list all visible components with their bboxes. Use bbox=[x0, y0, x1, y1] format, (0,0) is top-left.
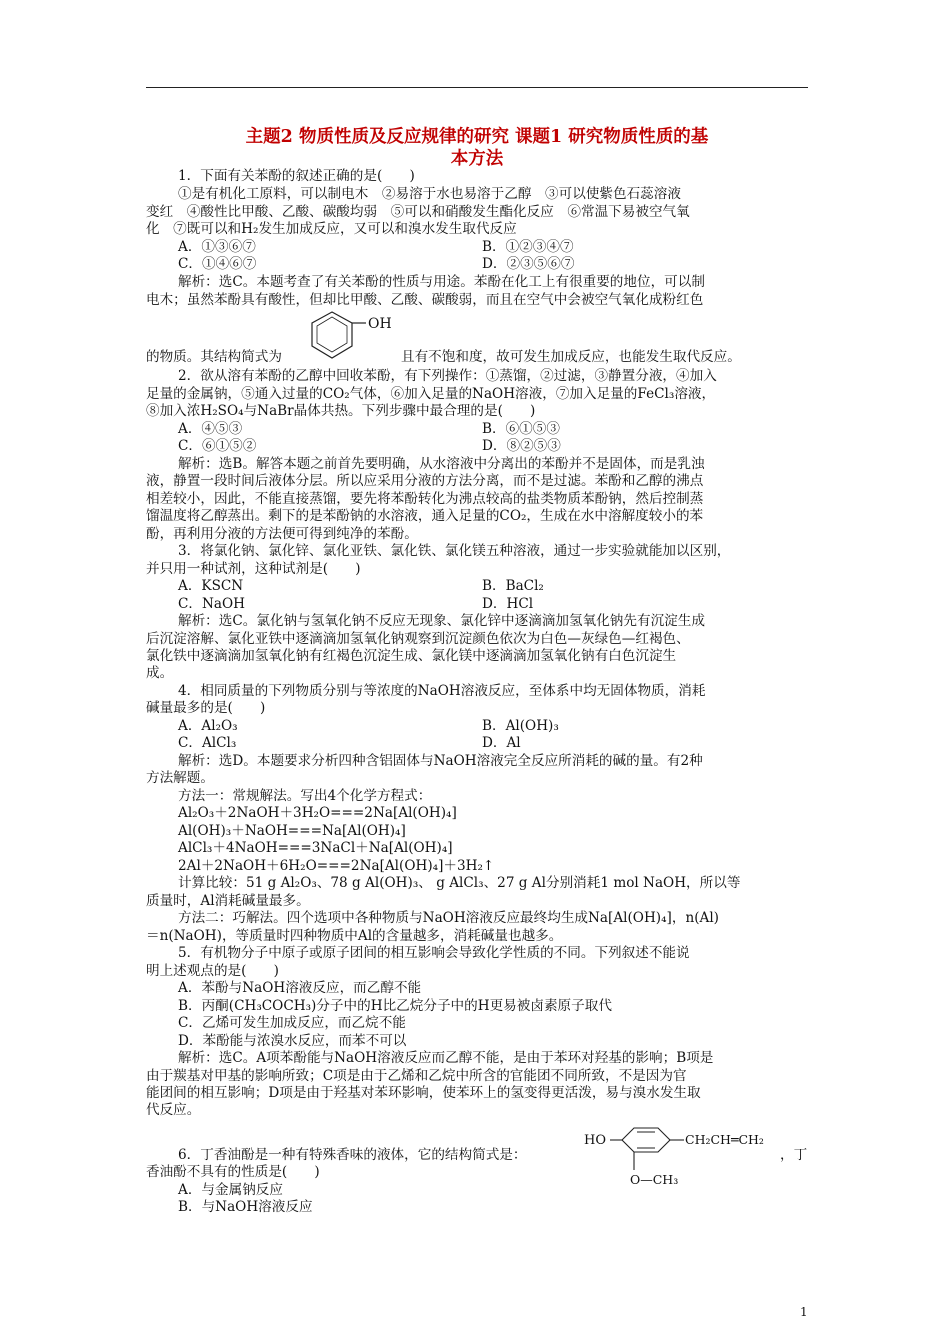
page-title bbox=[146, 126, 808, 170]
option-a: A．④⑤③ bbox=[178, 421, 243, 437]
q4-method-2: ＝n(NaOH)，等质量时四种物质中Al的含量越多，消耗碱量也越多。 bbox=[146, 928, 563, 944]
q5-analysis: 能团间的相互影响；D项是由于羟基对苯环影响，使苯环上的氢变得更活泼，易与溴水发生取 bbox=[146, 1085, 701, 1101]
q5-stem: 5．有机物分子中原子或原子团间的相互影响会导致化学性质的不同。下列叙述不能说 bbox=[178, 945, 690, 961]
q3-analysis: 解析：选C。氯化钠与氢氧化钠不反应无现象、氯化锌中逐滴滴加氢氧化钠先有沉淀生成 bbox=[178, 613, 705, 629]
title-line-2: 本方法 bbox=[450, 149, 504, 169]
option-c: C．NaOH bbox=[178, 596, 245, 612]
q4-line: 碱量最多的是( ) bbox=[146, 700, 266, 716]
option-c: C．①④⑥⑦ bbox=[178, 256, 257, 272]
q1-analysis: 的物质。其结构简式为 bbox=[146, 349, 282, 365]
benzene-ring bbox=[312, 312, 352, 358]
equation: 2Al＋2NaOH＋6H₂O===2Na[Al(OH)₄]＋3H₂↑ bbox=[178, 858, 495, 874]
option-a: A．苯酚与NaOH溶液反应，而乙醇不能 bbox=[178, 980, 422, 996]
option-d: D．Al bbox=[482, 735, 521, 751]
q2-analysis: 相差较小，因此，不能直接蒸馏，要先将苯酚转化为沸点较高的盐类物质苯酚钠，然后控制蒸 bbox=[146, 491, 704, 507]
phenol-structure bbox=[300, 308, 410, 366]
q2-analysis: 酚，再利用分液的方法便可得到纯净的苯酚。 bbox=[146, 526, 418, 542]
q1-line: ①是有机化工原料，可以制电木 ②易溶于水也易溶于乙醇 ③可以使紫色石蕊溶液 bbox=[178, 186, 681, 202]
q5-line: 明上述观点的是( ) bbox=[146, 963, 279, 979]
option-c: C．⑥①⑤② bbox=[178, 438, 257, 454]
q4-method-2: 方法二：巧解法。四个选项中各种物质与NaOH溶液反应最终均生成Na[Al(OH)₄]，n(Al) bbox=[178, 910, 719, 926]
q2-line: 足量的金属钠，⑤通入过量的CO₂气体，⑥加入足量的NaOH溶液，⑦加入足量的FeCl₃溶液， bbox=[146, 386, 716, 402]
q4-calc: 计算比较：51 g Al₂O₃、78 g Al(OH)₃、 g AlCl₃、27 g Al分别消耗1 mol NaOH，所以等 bbox=[178, 875, 741, 891]
option-b: B．丙酮(CH₃COCH₃)分子中的H比乙烷分子中的H更易被卤素原子取代 bbox=[178, 998, 612, 1014]
ho-group-label: HO bbox=[584, 1133, 606, 1148]
q1-analysis: 电木；虽然苯酚具有酸性，但却比甲酸、乙酸、碳酸弱，而且在空气中会被空气氧化成粉红色 bbox=[146, 292, 704, 308]
option-a: A．与金属钠反应 bbox=[178, 1182, 283, 1198]
option-b: B．与NaOH溶液反应 bbox=[178, 1199, 313, 1215]
option-d: D．HCl bbox=[482, 596, 534, 612]
q3-analysis: 氯化铁中逐滴滴加氢氧化钠有红褐色沉淀生成、氯化镁中逐滴滴加氢氧化钠有白色沉淀生 bbox=[146, 648, 677, 664]
q1-stem: 1．下面有关苯酚的叙述正确的是( ) bbox=[178, 168, 415, 184]
option-a: A．Al₂O₃ bbox=[178, 718, 238, 734]
q5-analysis: 代反应。 bbox=[146, 1102, 201, 1118]
q1-analysis: 解析：选C。本题考查了有关苯酚的性质与用途。苯酚在化工上有很重要的地位，可以制 bbox=[178, 274, 705, 290]
q1-line: 变红 ④酸性比甲酸、乙酸、碳酸均弱 ⑤可以和硝酸发生酯化反应 ⑥常温下易被空气氧 bbox=[146, 204, 690, 220]
page-number: 1 bbox=[800, 1305, 808, 1319]
q1-analysis: 且有不饱和度，故可发生加成反应，也能发生取代反应。 bbox=[401, 349, 741, 365]
option-b: B．①②③④⑦ bbox=[482, 239, 574, 255]
q2-analysis: 解析：选B。解答本题之前首先要明确，从水溶液中分离出的苯酚并不是固体，而是乳浊 bbox=[178, 456, 705, 472]
q2-analysis: 馏温度将乙醇蒸出。剩下的是苯酚钠的水溶液，通入足量的CO₂，生成在水中溶解度较小的苯 bbox=[146, 508, 704, 524]
q4-analysis: 解析：选D。本题要求分析四种含铝固体与NaOH溶液完全反应所消耗的碱的量。有2种 bbox=[178, 753, 703, 769]
q4-stem: 4．相同质量的下列物质分别与等浓度的NaOH溶液反应，至体系中均无固体物质，消耗 bbox=[178, 683, 706, 699]
q4-method-1: 方法一：常规解法。写出4个化学方程式： bbox=[178, 788, 432, 804]
q6-stem: 6．丁香油酚是一种有特殊香味的液体，它的结构简式是： bbox=[178, 1147, 527, 1163]
q2-analysis: 液，静置一段时间后液体分层。所以应采用分液的方法分离，而不是过滤。苯酚和乙醇的沸点 bbox=[146, 473, 704, 489]
q1-line: 化 ⑦既可以和H₂发生加成反应，又可以和溴水发生取代反应 bbox=[146, 221, 517, 237]
q6-stem: ，丁 bbox=[780, 1147, 808, 1163]
q6-line: 香油酚不具有的性质是( ) bbox=[146, 1164, 320, 1180]
option-c: C．AlCl₃ bbox=[178, 735, 237, 751]
allyl-chain-label: CH₂CH═CH₂ bbox=[685, 1132, 764, 1147]
option-c: C．乙烯可发生加成反应，而乙烷不能 bbox=[178, 1015, 406, 1031]
header-rule bbox=[146, 87, 808, 88]
option-b: B．BaCl₂ bbox=[482, 578, 544, 594]
eugenol-structure bbox=[578, 1120, 794, 1192]
q4-calc: 质量时，Al消耗碱量最多。 bbox=[146, 893, 310, 909]
q3-analysis: 成。 bbox=[146, 665, 174, 681]
oh-group-label: OH bbox=[368, 316, 392, 332]
q3-analysis: 后沉淀溶解、氯化亚铁中逐滴滴加氢氧化钠观察到沉淀颜色依次为白色—灰绿色—红褐色、 bbox=[146, 631, 690, 647]
equation: Al₂O₃＋2NaOH＋3H₂O===2Na[Al(OH)₄] bbox=[178, 805, 457, 821]
option-a: A．KSCN bbox=[178, 578, 244, 594]
option-b: B．Al(OH)₃ bbox=[482, 718, 559, 734]
benzene-inner-ring bbox=[317, 317, 347, 352]
option-d: D．②③⑤⑥⑦ bbox=[482, 256, 575, 272]
option-d: D．⑧②⑤③ bbox=[482, 438, 561, 454]
equation: AlCl₃＋4NaOH===3NaCl＋Na[Al(OH)₄] bbox=[178, 840, 453, 856]
q4-analysis: 方法解题。 bbox=[146, 770, 214, 786]
q2-stem: 2．欲从溶有苯酚的乙醇中回收苯酚，有下列操作：①蒸馏，②过滤，③静置分液，④加入 bbox=[178, 368, 717, 384]
option-d: D．苯酚能与浓溴水反应，而苯不可以 bbox=[178, 1033, 407, 1049]
methoxy-group-label: O—CH₃ bbox=[630, 1172, 679, 1187]
option-a: A．①③⑥⑦ bbox=[178, 239, 256, 255]
equation: Al(OH)₃＋NaOH===Na[Al(OH)₄] bbox=[178, 823, 406, 839]
option-b: B．⑥①⑤③ bbox=[482, 421, 560, 437]
q2-line: ⑧加入浓H₂SO₄与NaBr晶体共热。下列步骤中最合理的是( ) bbox=[146, 403, 536, 419]
q3-stem: 3．将氯化钠、氯化锌、氯化亚铁、氯化铁、氯化镁五种溶液，通过一步实验就能加以区别， bbox=[178, 543, 731, 559]
q5-analysis: 解析：选C。A项苯酚能与NaOH溶液反应而乙醇不能，是由于苯环对羟基的影响；B项是 bbox=[178, 1050, 714, 1066]
title-line-1: 主题2 物质性质及反应规律的研究 课题1 研究物质性质的基 bbox=[245, 127, 709, 147]
q5-analysis: 由于羰基对甲基的影响所致；C项是由于乙烯和乙烷中所含的官能团不同所致，不是因为官 bbox=[146, 1068, 687, 1084]
q3-line: 并只用一种试剂，这种试剂是( ) bbox=[146, 561, 361, 577]
